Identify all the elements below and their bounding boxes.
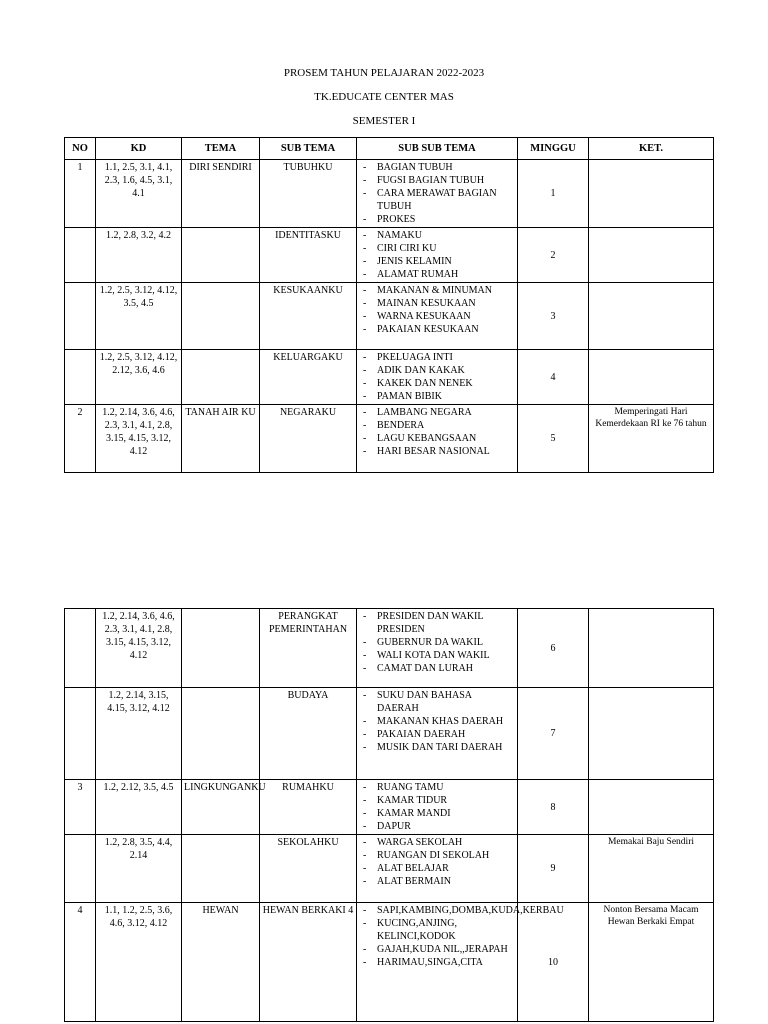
list-item: - CIRI CIRI KU [361, 242, 515, 255]
cell-sub-tema: TUBUHKU [260, 160, 357, 228]
col-header-minggu: MINGGU [518, 138, 589, 160]
list-item: - KAMAR TIDUR [361, 794, 515, 807]
cell-tema [182, 283, 260, 350]
list-item: - CAMAT DAN LURAH [361, 662, 515, 675]
cell-kd: 1.2, 2.8, 3.2, 4.2 [96, 228, 182, 283]
table-row [65, 903, 714, 1022]
sub-sub-tema-list [361, 781, 515, 833]
col-header-no: NO [65, 138, 96, 160]
cell-sub-sub-tema [357, 780, 518, 835]
cell-tema [182, 609, 260, 688]
cell-sub-sub-tema [357, 835, 518, 903]
list-item: - JENIS KELAMIN [361, 255, 515, 268]
table-row [65, 283, 714, 350]
sub-sub-tema-list [361, 161, 515, 226]
cell-sub-tema: BUDAYA [260, 688, 357, 780]
list-item: - NAMAKU [361, 229, 515, 242]
cell-kd: 1.2, 2.5, 3.12, 4.12, 2.12, 3.6, 4.6 [96, 350, 182, 405]
col-header-kd: KD [96, 138, 182, 160]
cell-sub-sub-tema [357, 405, 518, 473]
cell-ket: Memperingati Hari Kemerdekaan RI ke 76 tahun [589, 405, 714, 473]
cell-minggu: 9 [518, 835, 589, 903]
cell-sub-tema: HEWAN BERKAKI 4 [260, 903, 357, 1022]
list-item: - KUCING,ANJING, KELINCI,KODOK [361, 917, 515, 943]
cell-sub-tema: KESUKAANKU [260, 283, 357, 350]
cell-minggu: 5 [518, 405, 589, 473]
table-row [65, 228, 714, 283]
list-item: - RUANG TAMU [361, 781, 515, 794]
cell-sub-tema: NEGARAKU [260, 405, 357, 473]
list-item: - BAGIAN TUBUH [361, 161, 515, 174]
cell-ket [589, 688, 714, 780]
list-item: - ADIK DAN KAKAK [361, 364, 515, 377]
cell-minggu: 2 [518, 228, 589, 283]
cell-sub-tema: IDENTITASKU [260, 228, 357, 283]
cell-ket [589, 160, 714, 228]
list-item: - DAPUR [361, 820, 515, 833]
list-item: - GAJAH,KUDA NIL,,JERAPAH [361, 943, 515, 956]
cell-no [65, 228, 96, 283]
sub-sub-tema-list [361, 406, 515, 458]
cell-minggu: 7 [518, 688, 589, 780]
cell-minggu: 1 [518, 160, 589, 228]
sub-sub-tema-list [361, 229, 515, 281]
cell-sub-tema: RUMAHKU [260, 780, 357, 835]
cell-sub-sub-tema [357, 228, 518, 283]
cell-kd: 1.2, 2.14, 3.15, 4.15, 3.12, 4.12 [96, 688, 182, 780]
col-header-sub-tema: SUB TEMA [260, 138, 357, 160]
cell-sub-sub-tema [357, 688, 518, 780]
cell-no [65, 835, 96, 903]
cell-kd: 1.1, 1.2, 2.5, 3.6, 4.6, 3.12, 4.12 [96, 903, 182, 1022]
list-item: - FUGSI BAGIAN TUBUH [361, 174, 515, 187]
cell-kd: 1.2, 2.12, 3.5, 4.5 [96, 780, 182, 835]
col-header-ket: KET. [589, 138, 714, 160]
list-item: - PRESIDEN DAN WAKIL PRESIDEN [361, 610, 515, 636]
list-item: - SUKU DAN BAHASA DAERAH [361, 689, 515, 715]
cell-ket [589, 609, 714, 688]
cell-no: 4 [65, 903, 96, 1022]
list-item: - BENDERA [361, 419, 515, 432]
cell-ket [589, 228, 714, 283]
list-item: - KAMAR MANDI [361, 807, 515, 820]
list-item: - ALAT BELAJAR [361, 862, 515, 875]
list-item: - WALI KOTA DAN WAKIL [361, 649, 515, 662]
cell-no: 3 [65, 780, 96, 835]
cell-sub-sub-tema [357, 350, 518, 405]
list-item: - PAKAIAN DAERAH [361, 728, 515, 741]
cell-ket: Memakai Baju Sendiri [589, 835, 714, 903]
sub-sub-tema-list [361, 351, 515, 403]
table-header-row [65, 138, 714, 160]
list-item: - HARI BESAR NASIONAL [361, 445, 515, 458]
table-row [65, 688, 714, 780]
cell-kd: 1.2, 2.8, 3.5, 4.4, 2.14 [96, 835, 182, 903]
cell-tema [182, 350, 260, 405]
program-table-2 [64, 608, 714, 1022]
cell-sub-tema: PERANGKAT PEMERINTAHAN [260, 609, 357, 688]
list-item: - ALAMAT RUMAH [361, 268, 515, 281]
cell-minggu: 3 [518, 283, 589, 350]
semester-label: SEMESTER I [352, 115, 416, 127]
sub-sub-tema-list [361, 284, 515, 336]
cell-no [65, 688, 96, 780]
list-item: - PAMAN BIBIK [361, 390, 515, 403]
document-title: PROSEM TAHUN PELAJARAN 2022-2023 [283, 67, 485, 79]
list-item: - KAKEK DAN NENEK [361, 377, 515, 390]
sub-sub-tema-list [361, 836, 515, 888]
cell-minggu: 10 [518, 903, 589, 1022]
cell-tema: HEWAN [182, 903, 260, 1022]
list-item: - RUANGAN DI SEKOLAH [361, 849, 515, 862]
cell-no: 1 [65, 160, 96, 228]
cell-minggu: 8 [518, 780, 589, 835]
cell-kd: 1.2, 2.14, 3.6, 4.6, 2.3, 3.1, 4.1, 2.8, 3.15, 4.15, 3.12, 4.12 [96, 405, 182, 473]
cell-no [65, 350, 96, 405]
sub-sub-tema-list [361, 689, 515, 754]
list-item: - MAKANAN & MINUMAN [361, 284, 515, 297]
list-item: - GUBERNUR DA WAKIL [361, 636, 515, 649]
table-row [65, 350, 714, 405]
cell-no [65, 283, 96, 350]
cell-no [65, 609, 96, 688]
cell-minggu: 4 [518, 350, 589, 405]
cell-tema [182, 228, 260, 283]
school-name: TK.EDUCATE CENTER MAS [314, 91, 454, 103]
list-item: - HARIMAU,SINGA,CITA [361, 956, 515, 969]
cell-sub-tema: KELUARGAKU [260, 350, 357, 405]
list-item: - ALAT BERMAIN [361, 875, 515, 888]
cell-no: 2 [65, 405, 96, 473]
cell-kd: 1.2, 2.5, 3.12, 4.12, 3.5, 4.5 [96, 283, 182, 350]
cell-ket [589, 283, 714, 350]
list-item: - PKELUAGA INTI [361, 351, 515, 364]
cell-tema [182, 688, 260, 780]
cell-sub-tema: SEKOLAHKU [260, 835, 357, 903]
cell-kd: 1.1, 2.5, 3.1, 4.1, 2.3, 1.6, 4.5, 3.1, 4.1 [96, 160, 182, 228]
list-item: - MUSIK DAN TARI DAERAH [361, 741, 515, 754]
cell-ket [589, 350, 714, 405]
cell-tema: DIRI SENDIRI [182, 160, 260, 228]
cell-sub-sub-tema [357, 609, 518, 688]
list-item: - WARGA SEKOLAH [361, 836, 515, 849]
list-item: - WARNA KESUKAAN [361, 310, 515, 323]
list-item: - MAINAN KESUKAAN [361, 297, 515, 310]
table-row [65, 160, 714, 228]
cell-ket [589, 780, 714, 835]
list-item: - MAKANAN KHAS DAERAH [361, 715, 515, 728]
cell-tema [182, 835, 260, 903]
list-item: - SAPI,KAMBING,DOMBA,KUDA,KERBAU [361, 904, 515, 917]
list-item: - LAGU KEBANGSAAN [361, 432, 515, 445]
col-header-tema: TEMA [182, 138, 260, 160]
cell-kd: 1.2, 2.14, 3.6, 4.6, 2.3, 3.1, 4.1, 2.8, 3.15, 4.15, 3.12, 4.12 [96, 609, 182, 688]
list-item: - PAKAIAN KESUKAAN [361, 323, 515, 336]
cell-tema: TANAH AIR KU [182, 405, 260, 473]
list-item: - CARA MERAWAT BAGIAN TUBUH [361, 187, 515, 213]
table-row [65, 835, 714, 903]
cell-minggu: 6 [518, 609, 589, 688]
list-item: - LAMBANG NEGARA [361, 406, 515, 419]
cell-tema: LINGKUNGANKU [182, 780, 260, 835]
table-row [65, 609, 714, 688]
list-item: - PROKES [361, 213, 515, 226]
table-row [65, 780, 714, 835]
col-header-sub-sub-tema: SUB SUB TEMA [357, 138, 518, 160]
table-row [65, 405, 714, 473]
cell-sub-sub-tema [357, 283, 518, 350]
sub-sub-tema-list [361, 610, 515, 675]
cell-sub-sub-tema [357, 160, 518, 228]
cell-ket: Nonton Bersama Macam Hewan Berkaki Empat [589, 903, 714, 1022]
program-table-1 [64, 137, 714, 473]
